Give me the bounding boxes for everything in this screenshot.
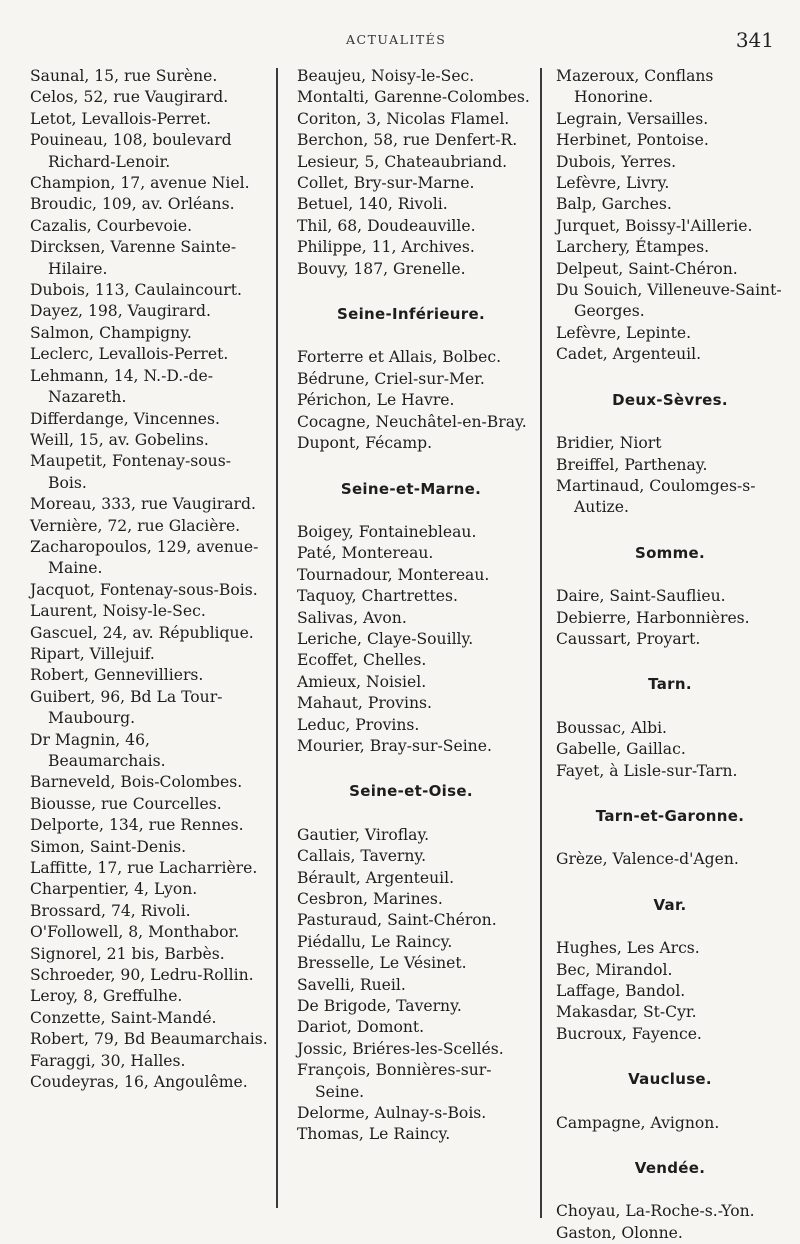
- entry-list: [550, 718, 790, 782]
- directory-entry: Herbinet, Pontoise.: [556, 131, 709, 150]
- directory-entry: Brossard, 74, Rivoli.: [30, 901, 191, 920]
- directory-entry: Salivas, Avon.: [297, 608, 407, 627]
- directory-entry: Gautier, Viroflay.: [297, 825, 430, 844]
- directory-entry: Taquoy, Chartrettes.: [297, 587, 458, 606]
- directory-entry: Legrain, Versailles.: [556, 109, 709, 128]
- directory-entry: Montalti, Garenne-Colombes.: [297, 88, 530, 107]
- column-1: [30, 66, 268, 1094]
- section-title: Vendée.: [634, 1159, 706, 1178]
- directory-entry: Zacharopoulos, 129, avenue-Maine.: [30, 537, 259, 578]
- directory-entry: Daire, Saint-Sauflieu.: [556, 587, 726, 606]
- directory-entry: Celos, 52, rue Vaugirard.: [30, 88, 229, 107]
- directory-entry: Larchery, Étampes.: [556, 238, 710, 257]
- directory-entry: Biousse, rue Courcelles.: [30, 794, 222, 813]
- directory-entry: Amieux, Noisiel.: [297, 672, 427, 691]
- directory-entry: Guibert, 96, Bd La Tour-Maubourg.: [30, 687, 223, 728]
- directory-entry: Campagne, Avignon.: [556, 1113, 720, 1132]
- directory-entry: Schroeder, 90, Ledru-Rollin.: [30, 966, 254, 985]
- entry-list: [291, 522, 531, 757]
- directory-entry: Dubois, 113, Caulaincourt.: [30, 281, 242, 300]
- entry-list: [30, 66, 268, 1094]
- directory-entry: Robert, Gennevilliers.: [30, 666, 204, 685]
- directory-entry: Paté, Montereau.: [297, 544, 434, 563]
- directory-entry: Jacquot, Fontenay-sous-Bois.: [30, 580, 258, 599]
- directory-entry: Balp, Garches.: [556, 195, 672, 214]
- directory-entry: Maupetit, Fontenay-sous-Bois.: [30, 452, 231, 492]
- directory-entry: Weill, 15, av. Gobelins.: [30, 430, 209, 449]
- section-group: [550, 390, 790, 1244]
- section-title: Somme.: [634, 543, 706, 562]
- directory-entry: Letot, Levallois-Perret.: [30, 109, 212, 128]
- directory-entry: Choyau, La-Roche-s.-Yon.: [556, 1202, 755, 1221]
- directory-entry: O'Followell, 8, Monthabor.: [30, 923, 240, 942]
- directory-entry: Lesieur, 5, Chateaubriand.: [297, 152, 508, 171]
- section-title: Tarn-et-Garonne.: [595, 806, 745, 825]
- directory-entry: Thil, 68, Doudeauville.: [297, 216, 476, 235]
- directory-entry: Salmon, Champigny.: [30, 323, 192, 342]
- entry-list: [550, 1113, 790, 1134]
- directory-entry: Caussart, Proyart.: [556, 629, 701, 648]
- directory-entry: Hughes, Les Arcs.: [556, 939, 700, 958]
- directory-entry: Grèze, Valence-d'Agen.: [556, 850, 739, 869]
- directory-entry: Bresselle, Le Vésinet.: [297, 954, 467, 973]
- directory-entry: Saunal, 15, rue Surène.: [30, 67, 218, 85]
- directory-entry: Bucroux, Fayence.: [556, 1024, 702, 1043]
- directory-entry: Jurquet, Boissy-l'Aillerie.: [556, 216, 753, 235]
- directory-entry: Dupont, Fécamp.: [297, 434, 433, 453]
- entry-list: [550, 66, 790, 366]
- directory-entry: Broudic, 109, av. Orléans.: [30, 195, 235, 214]
- entry-list: [550, 586, 790, 650]
- page-header: [0, 28, 800, 52]
- directory-entry: Delpeut, Saint-Chéron.: [556, 259, 738, 278]
- entry-list: [550, 938, 790, 1045]
- directory-entry: Cazalis, Courbevoie.: [30, 216, 193, 235]
- section-title: Seine-Inférieure.: [337, 305, 485, 324]
- entry-list: [291, 825, 531, 1146]
- directory-entry: Robert, 79, Bd Beaumarchais.: [30, 1030, 268, 1049]
- directory-entry: Thomas, Le Raincy.: [297, 1125, 451, 1144]
- directory-entry: Gabelle, Gaillac.: [556, 740, 686, 759]
- directory-entry: Gascuel, 24, av. République.: [30, 623, 254, 642]
- directory-entry: Tournadour, Montereau.: [297, 565, 490, 584]
- directory-entry: Ecoffet, Chelles.: [297, 651, 427, 670]
- entry-list: [550, 1201, 790, 1244]
- directory-entry: Lehmann, 14, N.-D.-de-Nazareth.: [30, 366, 213, 407]
- directory-entry: Piédallu, Le Raincy.: [297, 932, 453, 951]
- section-title: Deux-Sèvres.: [612, 390, 728, 409]
- directory-entry: Champion, 17, avenue Niel.: [30, 174, 250, 193]
- directory-entry: Fayet, à Lisle-sur-Tarn.: [556, 761, 738, 780]
- directory-entry: Barneveld, Bois-Colombes.: [30, 773, 243, 792]
- directory-entry: Debierre, Harbonnières.: [556, 608, 750, 627]
- column-3: [550, 66, 790, 1244]
- directory-entry: Laffitte, 17, rue Lacharrière.: [30, 859, 258, 878]
- directory-entry: Betuel, 140, Rivoli.: [297, 195, 448, 214]
- directory-entry: Laurent, Noisy-le-Sec.: [30, 602, 206, 621]
- section-title: Seine-et-Marne.: [340, 479, 482, 498]
- directory-entry: Dayez, 198, Vaugirard.: [30, 302, 211, 321]
- directory-entry: Bédrune, Criel-sur-Mer.: [297, 369, 485, 388]
- directory-entry: Mazeroux, Conflans Honorine.: [556, 67, 714, 107]
- directory-entry: François, Bonnières-sur-Seine.: [297, 1061, 492, 1101]
- section-group: [291, 304, 531, 1146]
- entry-list: [550, 849, 790, 870]
- directory-entry: Simon, Saint-Denis.: [30, 837, 187, 856]
- directory-entry: De Brigode, Taverny.: [297, 997, 462, 1016]
- directory-entry: Berchon, 58, rue Denfert-R.: [297, 131, 518, 150]
- entry-list: [291, 347, 531, 454]
- directory-entry: Callais, Taverny.: [297, 847, 427, 866]
- directory-entry: Savelli, Rueil.: [297, 975, 406, 994]
- directory-entry: Boigey, Fontainebleau.: [297, 522, 477, 541]
- directory-entry: Coriton, 3, Nicolas Flamel.: [297, 109, 510, 128]
- directory-entry: Delorme, Aulnay-s-Bois.: [297, 1104, 487, 1123]
- running-title: ACTUALITÉS: [346, 32, 447, 47]
- directory-entry: Lefèvre, Livry.: [556, 174, 670, 193]
- directory-entry: Philippe, 11, Archives.: [297, 238, 475, 257]
- entry-list: [550, 433, 790, 519]
- directory-entry: Mahaut, Provins.: [297, 694, 432, 713]
- directory-entry: Beaujeu, Noisy-le-Sec.: [297, 67, 475, 85]
- directory-entry: Périchon, Le Havre.: [297, 391, 455, 410]
- column-rule: [276, 68, 278, 1208]
- directory-entry: Ripart, Villejuif.: [30, 644, 155, 663]
- directory-entry: Laffage, Bandol.: [556, 982, 686, 1000]
- directory-entry: Breiffel, Parthenay.: [556, 455, 708, 474]
- section-title: Var.: [653, 895, 687, 914]
- directory-entry: Cocagne, Neuchâtel-en-Bray.: [297, 412, 527, 431]
- directory-entry: Dr Magnin, 46, Beaumarchais.: [30, 730, 166, 770]
- directory-entry: Dubois, Yerres.: [556, 152, 677, 171]
- directory-entry: Bec, Mirandol.: [556, 960, 673, 979]
- directory-entry: Leclerc, Levallois-Perret.: [30, 345, 229, 364]
- directory-entry: Gaston, Olonne.: [556, 1223, 683, 1242]
- directory-entry: Mourier, Bray-sur-Seine.: [297, 736, 492, 755]
- entry-list: [291, 66, 531, 280]
- section-title: Vaucluse.: [628, 1070, 712, 1089]
- directory-entry: Martinaud, Coulomges-s-Autize.: [556, 476, 756, 517]
- column-2: [291, 66, 531, 1146]
- directory-entry: Pouineau, 108, boulevard Richard-Lenoir.: [30, 131, 232, 171]
- directory-entry: Charpentier, 4, Lyon.: [30, 880, 198, 899]
- directory-entry: Delporte, 134, rue Rennes.: [30, 816, 244, 835]
- directory-entry: Boussac, Albi.: [556, 718, 668, 737]
- directory-entry: Signorel, 21 bis, Barbès.: [30, 944, 225, 963]
- directory-entry: Faraggi, 30, Halles.: [30, 1051, 186, 1070]
- directory-entry: Conzette, Saint-Mandé.: [30, 1008, 217, 1027]
- directory-entry: Forterre et Allais, Bolbec.: [297, 348, 502, 367]
- directory-entry: Bérault, Argenteuil.: [297, 868, 455, 887]
- directory-entry: Makasdar, St-Cyr.: [556, 1003, 697, 1022]
- directory-entry: Dariot, Domont.: [297, 1018, 425, 1037]
- directory-entry: Pasturaud, Saint-Chéron.: [297, 911, 497, 930]
- section-title: Seine-et-Oise.: [349, 782, 473, 801]
- directory-entry: Cesbron, Marines.: [297, 890, 443, 908]
- directory-entry: Cadet, Argenteuil.: [556, 345, 702, 364]
- directory-entry: Vernière, 72, rue Glacière.: [30, 516, 241, 535]
- directory-entry: Leroy, 8, Greffulhe.: [30, 987, 183, 1006]
- directory-entry: Dircksen, Varenne Sainte-Hilaire.: [30, 238, 237, 278]
- directory-entry: Bouvy, 187, Grenelle.: [297, 259, 466, 278]
- directory-entry: Lefèvre, Lepinte.: [556, 323, 692, 342]
- section-title: Tarn.: [648, 675, 692, 694]
- directory-entry: Coudeyras, 16, Angoulême.: [30, 1073, 248, 1092]
- column-rule: [540, 68, 542, 1218]
- directory-entry: Bridier, Niort: [556, 434, 662, 453]
- directory-entry: Leduc, Provins.: [297, 715, 420, 734]
- page-number: 341: [735, 28, 774, 52]
- directory-entry: Differdange, Vincennes.: [30, 409, 220, 428]
- directory-entry: Leriche, Claye-Souilly.: [297, 629, 474, 648]
- directory-entry: Collet, Bry-sur-Marne.: [297, 174, 475, 193]
- directory-entry: Du Souich, Villeneuve-Saint-Georges.: [556, 281, 782, 321]
- directory-entry: Moreau, 333, rue Vaugirard.: [30, 495, 256, 514]
- directory-entry: Jossic, Briéres-les-Scellés.: [297, 1039, 504, 1058]
